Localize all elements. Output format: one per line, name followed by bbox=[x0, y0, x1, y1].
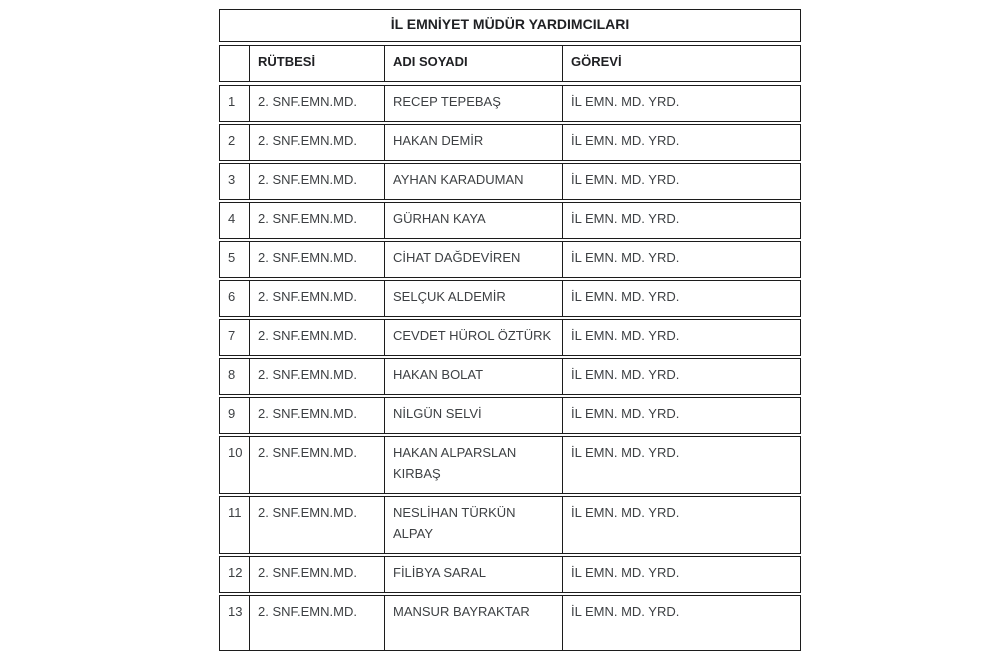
table-title-row bbox=[219, 9, 801, 42]
header-number bbox=[219, 45, 250, 82]
cell-rank: 2. SNF.EMN.MD. bbox=[250, 595, 385, 651]
cell-duty: İL EMN. MD. YRD. bbox=[563, 556, 801, 593]
cell-name: CİHAT DAĞDEVİREN bbox=[385, 241, 563, 278]
cell-number: 5 bbox=[219, 241, 250, 278]
table-row bbox=[219, 202, 801, 239]
cell-number: 7 bbox=[219, 319, 250, 356]
cell-rank: 2. SNF.EMN.MD. bbox=[250, 241, 385, 278]
table-row bbox=[219, 397, 801, 434]
cell-name: SELÇUK ALDEMİR bbox=[385, 280, 563, 317]
cell-number: 12 bbox=[219, 556, 250, 593]
cell-rank: 2. SNF.EMN.MD. bbox=[250, 85, 385, 122]
cell-rank: 2. SNF.EMN.MD. bbox=[250, 319, 385, 356]
cell-name: FİLİBYA SARAL bbox=[385, 556, 563, 593]
cell-name: HAKAN ALPARSLAN KIRBAŞ bbox=[385, 436, 563, 494]
cell-name: GÜRHAN KAYA bbox=[385, 202, 563, 239]
table-row bbox=[219, 496, 801, 554]
cell-rank: 2. SNF.EMN.MD. bbox=[250, 436, 385, 494]
cell-duty: İL EMN. MD. YRD. bbox=[563, 163, 801, 200]
table-body bbox=[219, 85, 801, 651]
cell-rank: 2. SNF.EMN.MD. bbox=[250, 124, 385, 161]
cell-name: HAKAN DEMİR bbox=[385, 124, 563, 161]
cell-rank: 2. SNF.EMN.MD. bbox=[250, 496, 385, 554]
cell-name: HAKAN BOLAT bbox=[385, 358, 563, 395]
cell-number: 10 bbox=[219, 436, 250, 494]
cell-duty: İL EMN. MD. YRD. bbox=[563, 202, 801, 239]
cell-rank: 2. SNF.EMN.MD. bbox=[250, 397, 385, 434]
cell-rank: 2. SNF.EMN.MD. bbox=[250, 202, 385, 239]
cell-name: AYHAN KARADUMAN bbox=[385, 163, 563, 200]
cell-duty: İL EMN. MD. YRD. bbox=[563, 358, 801, 395]
cell-duty: İL EMN. MD. YRD. bbox=[563, 496, 801, 554]
cell-number: 6 bbox=[219, 280, 250, 317]
table-header-row bbox=[219, 45, 801, 82]
table-row bbox=[219, 436, 801, 494]
personnel-table bbox=[219, 9, 801, 653]
cell-number: 9 bbox=[219, 397, 250, 434]
table-title: İL EMNİYET MÜDÜR YARDIMCILARI bbox=[219, 9, 801, 42]
cell-duty: İL EMN. MD. YRD. bbox=[563, 397, 801, 434]
cell-duty: İL EMN. MD. YRD. bbox=[563, 241, 801, 278]
cell-number: 2 bbox=[219, 124, 250, 161]
cell-duty: İL EMN. MD. YRD. bbox=[563, 436, 801, 494]
cell-name: MANSUR BAYRAKTAR bbox=[385, 595, 563, 651]
cell-name: NİLGÜN SELVİ bbox=[385, 397, 563, 434]
table-row bbox=[219, 124, 801, 161]
cell-number: 13 bbox=[219, 595, 250, 651]
table-row bbox=[219, 556, 801, 593]
table-row bbox=[219, 85, 801, 122]
cell-rank: 2. SNF.EMN.MD. bbox=[250, 280, 385, 317]
header-rank: RÜTBESİ bbox=[250, 45, 385, 82]
table-row bbox=[219, 163, 801, 200]
cell-duty: İL EMN. MD. YRD. bbox=[563, 124, 801, 161]
cell-duty: İL EMN. MD. YRD. bbox=[563, 280, 801, 317]
table-row bbox=[219, 595, 801, 651]
cell-rank: 2. SNF.EMN.MD. bbox=[250, 358, 385, 395]
cell-number: 4 bbox=[219, 202, 250, 239]
cell-name: NESLİHAN TÜRKÜN ALPAY bbox=[385, 496, 563, 554]
cell-number: 1 bbox=[219, 85, 250, 122]
cell-rank: 2. SNF.EMN.MD. bbox=[250, 556, 385, 593]
cell-number: 11 bbox=[219, 496, 250, 554]
cell-name: CEVDET HÜROL ÖZTÜRK bbox=[385, 319, 563, 356]
cell-number: 3 bbox=[219, 163, 250, 200]
header-duty: GÖREVİ bbox=[563, 45, 801, 82]
cell-duty: İL EMN. MD. YRD. bbox=[563, 319, 801, 356]
cell-number: 8 bbox=[219, 358, 250, 395]
table-row bbox=[219, 280, 801, 317]
cell-rank: 2. SNF.EMN.MD. bbox=[250, 163, 385, 200]
table-row bbox=[219, 319, 801, 356]
cell-name: RECEP TEPEBAŞ bbox=[385, 85, 563, 122]
table-row bbox=[219, 358, 801, 395]
cell-duty: İL EMN. MD. YRD. bbox=[563, 595, 801, 651]
table-row bbox=[219, 241, 801, 278]
cell-duty: İL EMN. MD. YRD. bbox=[563, 85, 801, 122]
header-name: ADI SOYADI bbox=[385, 45, 563, 82]
